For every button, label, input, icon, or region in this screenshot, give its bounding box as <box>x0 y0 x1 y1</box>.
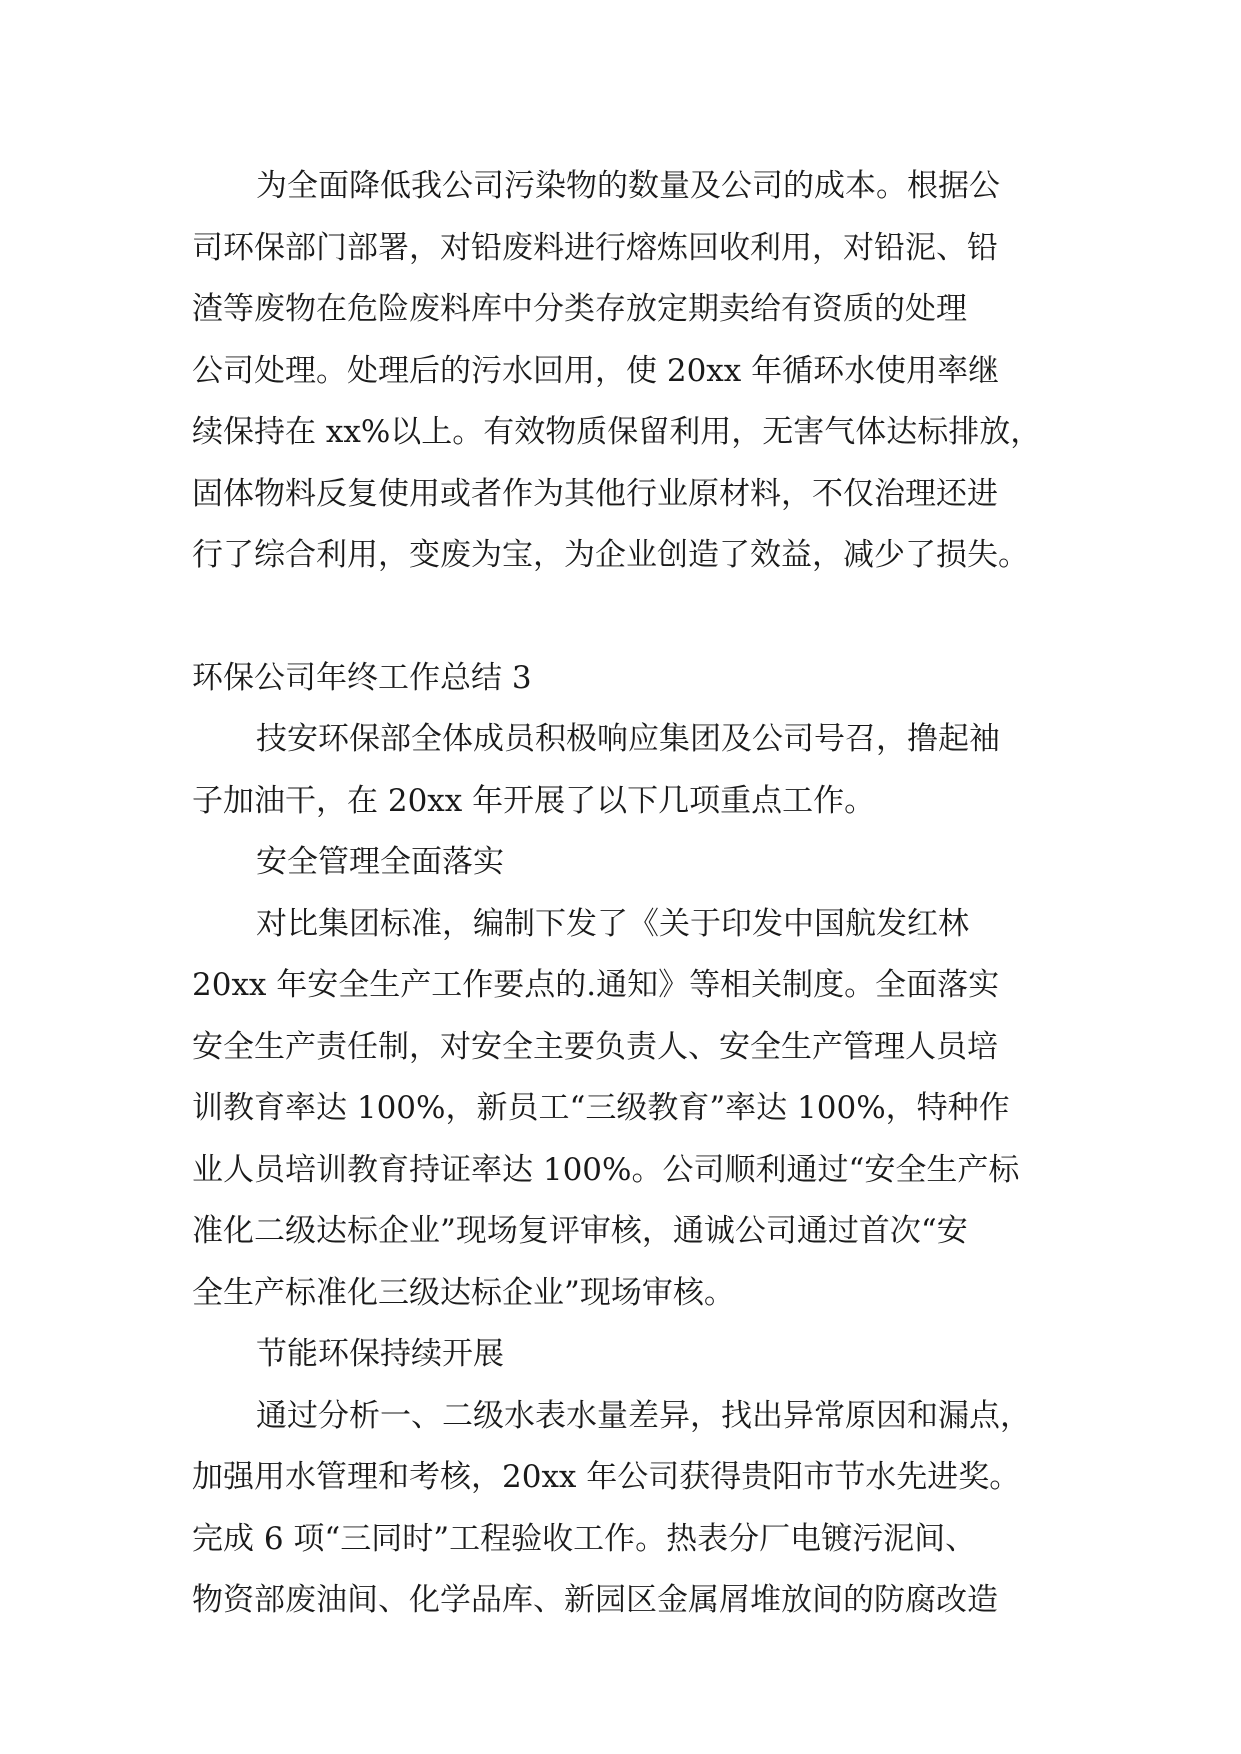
text-line: 20xx 年安全生产工作要点的.通知》等相关制度。全面落实 <box>192 967 1000 1003</box>
text-line: 安全生产责任制，对安全主要负责人、安全生产管理人员培 <box>192 1028 998 1065</box>
text-line: 续保持在 xx%以上。有效物质保留利用，无害气体达标排放， <box>192 414 1042 450</box>
text-line: 通过分析一、二级水表水量差异，找出异常原因和漏点， <box>256 1397 1031 1434</box>
subheading: 节能环保持续开展 <box>256 1336 504 1372</box>
paragraph <box>192 1386 1052 1632</box>
text-line: 固体物料反复使用或者作为其他行业原材料，不仅治理还进 <box>192 475 998 512</box>
text-line: 对比集团标准，编制下发了《关于印发中国航发红林 <box>256 905 969 942</box>
subheading: 安全管理全面落实 <box>256 844 504 880</box>
text-line: 完成 6 项“三同时”工程验收工作。热表分厂电镀污泥间、 <box>192 1520 977 1557</box>
text-line: 技安环保部全体成员积极响应集团及公司号召，撸起袖 <box>256 721 1000 757</box>
text-line: 渣等废物在危险废料库中分类存放定期卖给有资质的处理 <box>192 291 967 327</box>
paragraph <box>192 156 1052 587</box>
text-line: 全生产标准化三级达标企业”现场审核。 <box>192 1274 735 1311</box>
document-body <box>192 156 1052 1632</box>
text-line: 加强用水管理和考核，20xx 年公司获得贵阳市节水先进奖。 <box>192 1459 1021 1495</box>
text-line: 子加油干，在 20xx 年开展了以下几项重点工作。 <box>192 782 876 819</box>
text-line: 行了综合利用，变废为宝，为企业创造了效益，减少了损失。 <box>192 537 1029 573</box>
text-line: 司环保部门部署，对铅废料进行熔炼回收利用，对铅泥、铅 <box>192 229 998 266</box>
text-line: 准化二级达标企业”现场复评审核，通诚公司通过首次“安 <box>192 1213 968 1249</box>
paragraph <box>192 894 1052 1325</box>
text-line: 为全面降低我公司污染物的数量及公司的成本。根据公 <box>256 168 1000 204</box>
paragraph <box>192 709 1052 832</box>
text-line: 公司处理。处理后的污水回用，使 20xx 年循环水使用率继 <box>192 352 1000 389</box>
text-line: 业人员培训教育持证率达 100%。公司顺利通过“安全生产标 <box>192 1151 1020 1188</box>
section-title: 环保公司年终工作总结 3 <box>192 659 532 696</box>
text-line: 物资部废油间、化学品库、新园区金属屑堆放间的防腐改造 <box>192 1582 998 1618</box>
text-line: 训教育率达 100%，新员工“三级教育”率达 100%，特种作 <box>192 1090 1010 1126</box>
